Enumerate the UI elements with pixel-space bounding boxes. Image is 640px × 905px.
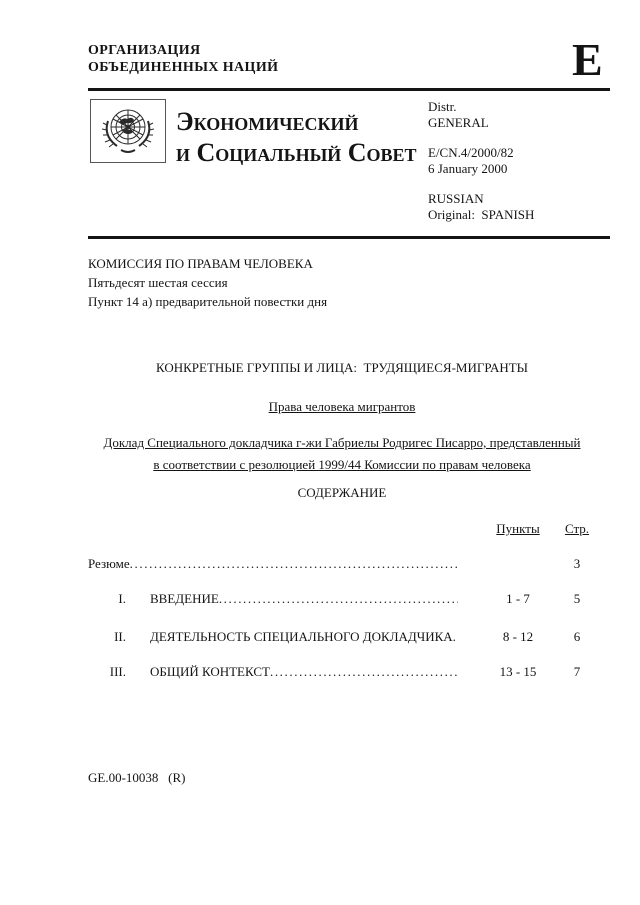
council-name-line2: и Социальный Совет	[176, 138, 417, 167]
sub-title: Права человека мигрантов	[268, 399, 416, 414]
toc-row-numeral: III.	[109, 664, 126, 679]
toc-row-page: 6	[573, 629, 581, 644]
doc-original-language: Original: SPANISH	[428, 207, 535, 222]
main-title: КОНКРЕТНЫЕ ГРУППЫ И ЛИЦА: ТРУДЯЩИЕСЯ-МИГРАНТЫ	[155, 360, 529, 375]
masthead-rule	[88, 236, 610, 239]
toc-header-row	[88, 521, 596, 536]
toc-leader-dots	[130, 556, 458, 571]
distr-value: GENERAL	[428, 115, 489, 130]
doc-series-letter: E	[572, 34, 603, 85]
toc-row-title: ДЕЯТЕЛЬНОСТЬ СПЕЦИАЛЬНОГО ДОКЛАДЧИКА.	[150, 629, 456, 644]
header-rule	[88, 88, 610, 91]
session-number: Пятьдесят шестая сессия	[88, 275, 228, 290]
org-name-line2: ОБЪЕДИНЕННЫХ НАЦИЙ	[88, 60, 279, 75]
distr-label: Distr.	[428, 99, 457, 114]
toc-rows	[88, 556, 596, 679]
toc-row-page: 7	[573, 664, 581, 679]
toc-row-title: ВВЕДЕНИЕ	[150, 591, 219, 606]
toc-row-title: ОБЩИЙ КОНТЕКСТ	[150, 664, 270, 679]
agenda-item: Пункт 14 а) предварительной повестки дня	[88, 294, 328, 309]
toc-leader-dots	[456, 626, 458, 641]
org-name-line1: ОРГАНИЗАЦИЯ	[88, 43, 201, 58]
toc-row	[88, 556, 596, 571]
commission-name: КОМИССИЯ ПО ПРАВАМ ЧЕЛОВЕКА	[88, 256, 313, 271]
toc-row-numeral: II.	[114, 629, 126, 644]
toc-col-page-header: Стр.	[564, 521, 590, 536]
toc-row-paragraphs: 13 - 15	[499, 664, 537, 679]
toc-leader-dots	[219, 591, 458, 606]
toc-row	[88, 591, 596, 606]
toc-row	[88, 664, 596, 679]
council-name	[176, 106, 417, 168]
toc-row-numeral: I.	[118, 591, 126, 606]
toc-row-page: 5	[573, 591, 581, 606]
un-emblem-graphic	[95, 103, 161, 159]
doc-language: RUSSIAN	[428, 191, 484, 206]
report-title	[88, 432, 596, 476]
toc-col-paragraphs-header: Пункты	[496, 521, 540, 536]
distribution-block	[428, 99, 534, 237]
toc-row	[88, 626, 596, 644]
toc-row-paragraphs: 8 - 12	[502, 629, 534, 644]
toc-row-title: Резюме	[88, 556, 130, 571]
doc-number: E/CN.4/2000/82	[428, 145, 514, 160]
document-reference: GE.00-10038 (R)	[88, 770, 186, 785]
toc-heading: СОДЕРЖАНИЕ	[297, 485, 387, 500]
toc-leader-dots	[270, 664, 458, 679]
doc-date: 6 January 2000	[428, 161, 508, 176]
toc-row-paragraphs: 1 - 7	[506, 591, 530, 606]
report-title-line1: Доклад Специального докладчика г-жи Габриелы Родригес Писарро, представленный	[103, 435, 581, 450]
un-emblem-icon	[90, 99, 166, 163]
org-name-block	[88, 42, 278, 76]
table-of-contents	[88, 485, 596, 679]
toc-row-page: 3	[573, 556, 581, 571]
council-name-line1: Экономический	[176, 107, 359, 136]
report-title-line2: в соответствии с резолюцией 1999/44 Комиссии по правам человека	[153, 457, 531, 472]
session-block	[88, 254, 327, 311]
